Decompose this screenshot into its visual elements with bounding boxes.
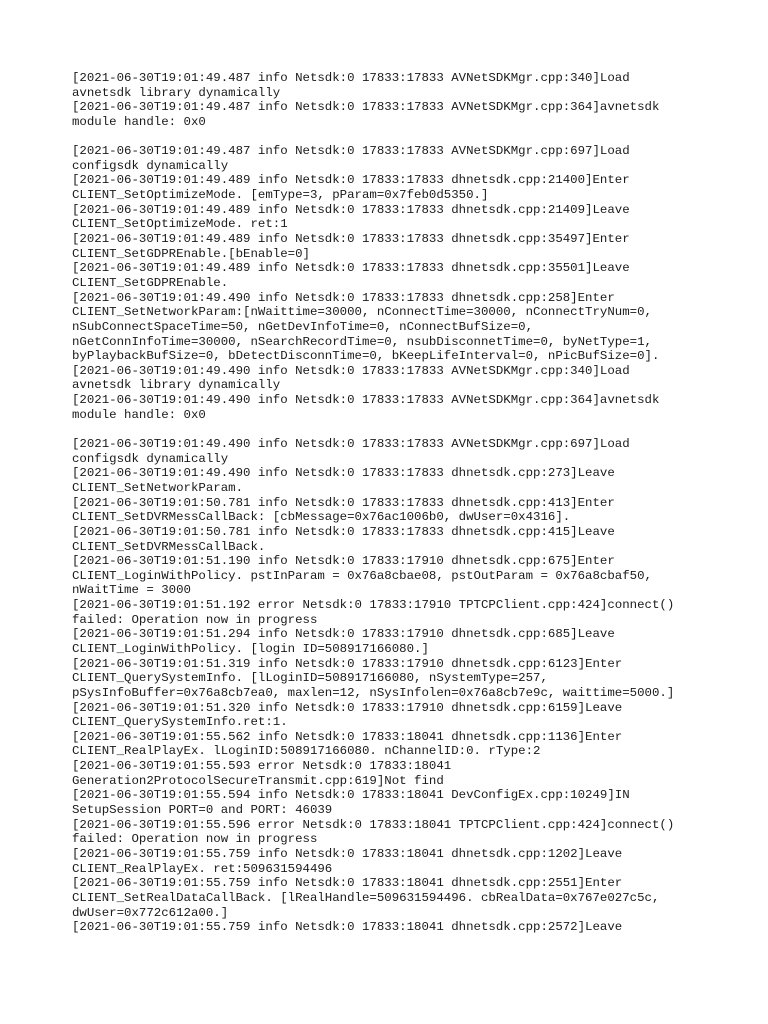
log-line: nWaitTime = 3000 <box>72 583 191 598</box>
log-line: dwUser=0x772c612a00.] <box>72 905 229 920</box>
log-line: [2021-06-30T19:01:49.489 info Netsdk:0 17833:17833 dhnetsdk.cpp:21400]Enter <box>72 173 630 188</box>
log-line: [2021-06-30T19:01:49.490 info Netsdk:0 17833:17833 AVNetSDKMgr.cpp:697]Load <box>72 437 630 452</box>
log-line <box>72 422 712 437</box>
log-line: [2021-06-30T19:01:55.562 info Netsdk:0 17833:18041 dhnetsdk.cpp:1136]Enter <box>72 729 623 744</box>
log-line: [2021-06-30T19:01:49.489 info Netsdk:0 17833:17833 dhnetsdk.cpp:35497]Enter <box>72 232 630 247</box>
log-line: configsdk dynamically <box>72 158 229 173</box>
log-line: nGetConnInfoTime=30000, nSearchRecordTime=0, nsubDisconnetTime=0, byNetType=1, <box>72 334 652 349</box>
log-line: CLIENT_LoginWithPolicy. [login ID=508917166080.] <box>72 641 429 656</box>
log-line: [2021-06-30T19:01:51.294 info Netsdk:0 17833:17910 dhnetsdk.cpp:685]Leave <box>72 627 615 642</box>
log-line: [2021-06-30T19:01:50.781 info Netsdk:0 17833:17833 dhnetsdk.cpp:415]Leave <box>72 524 615 539</box>
log-line: module handle: 0x0 <box>72 114 206 129</box>
log-line: failed: Operation now in progress <box>72 612 318 627</box>
log-line: CLIENT_RealPlayEx. lLoginID:508917166080. nChannelID:0. rType:2 <box>72 744 541 759</box>
log-document <box>72 71 712 935</box>
log-line: [2021-06-30T19:01:51.320 info Netsdk:0 17833:17910 dhnetsdk.cpp:6159]Leave <box>72 700 623 715</box>
log-line: [2021-06-30T19:01:49.487 info Netsdk:0 17833:17833 AVNetSDKMgr.cpp:340]Load <box>72 71 630 85</box>
log-line: CLIENT_SetGDPREnable. <box>72 275 229 290</box>
log-line: CLIENT_QuerySystemInfo.ret:1. <box>72 715 288 730</box>
log-line: [2021-06-30T19:01:55.759 info Netsdk:0 17833:18041 dhnetsdk.cpp:2551]Enter <box>72 876 623 891</box>
log-line: CLIENT_SetDVRMessCallBack. <box>72 539 266 554</box>
log-line: avnetsdk library dynamically <box>72 85 281 100</box>
log-line: CLIENT_LoginWithPolicy. pstInParam = 0x76a8cbae08, pstOutParam = 0x76a8cbaf50, <box>72 568 652 583</box>
log-line: [2021-06-30T19:01:49.487 info Netsdk:0 17833:17833 AVNetSDKMgr.cpp:364]avnetsdk <box>72 100 660 115</box>
log-line: [2021-06-30T19:01:49.487 info Netsdk:0 17833:17833 AVNetSDKMgr.cpp:697]Load <box>72 144 630 159</box>
log-line: pSysInfoBuffer=0x76a8cb7ea0, maxlen=12, nSysInfolen=0x76a8cb7e9c, waittime=5000.] <box>72 685 675 700</box>
log-line: byPlaybackBufSize=0, bDetectDisconnTime=0, bKeepLifeInterval=0, nPicBufSize=0]. <box>72 349 660 364</box>
log-line: [2021-06-30T19:01:51.319 info Netsdk:0 17833:17910 dhnetsdk.cpp:6123]Enter <box>72 656 623 671</box>
log-line <box>72 130 712 145</box>
log-line: [2021-06-30T19:01:49.489 info Netsdk:0 17833:17833 dhnetsdk.cpp:21409]Leave <box>72 202 630 217</box>
log-line: [2021-06-30T19:01:51.192 error Netsdk:0 17833:17910 TPTCPClient.cpp:424]connect() <box>72 598 675 613</box>
log-line: Generation2ProtocolSecureTransmit.cpp:619]Not find <box>72 773 444 788</box>
log-line: CLIENT_SetNetworkParam:[nWaittime=30000, nConnectTime=30000, nConnectTryNum=0, <box>72 305 652 320</box>
log-line: [2021-06-30T19:01:49.489 info Netsdk:0 17833:17833 dhnetsdk.cpp:35501]Leave <box>72 261 630 276</box>
log-line: [2021-06-30T19:01:49.490 info Netsdk:0 17833:17833 dhnetsdk.cpp:273]Leave <box>72 466 615 481</box>
log-line: [2021-06-30T19:01:49.490 info Netsdk:0 17833:17833 dhnetsdk.cpp:258]Enter <box>72 290 615 305</box>
log-line: module handle: 0x0 <box>72 407 206 422</box>
log-line: avnetsdk library dynamically <box>72 378 281 393</box>
log-line: [2021-06-30T19:01:55.596 error Netsdk:0 17833:18041 TPTCPClient.cpp:424]connect() <box>72 817 675 832</box>
log-line: CLIENT_SetRealDataCallBack. [lRealHandle=509631594496. cbRealData=0x767e027c5c, <box>72 890 660 905</box>
log-line: failed: Operation now in progress <box>72 832 318 847</box>
log-line: configsdk dynamically <box>72 451 229 466</box>
log-line: nSubConnectSpaceTime=50, nGetDevInfoTime=0, nConnectBufSize=0, <box>72 319 534 334</box>
log-line: [2021-06-30T19:01:55.594 info Netsdk:0 17833:18041 DevConfigEx.cpp:10249]IN <box>72 788 630 803</box>
log-line: [2021-06-30T19:01:49.490 info Netsdk:0 17833:17833 AVNetSDKMgr.cpp:364]avnetsdk <box>72 393 660 408</box>
log-line: CLIENT_SetDVRMessCallBack: [cbMessage=0x76ac1006b0, dwUser=0x4316]. <box>72 510 571 525</box>
log-line: [2021-06-30T19:01:55.593 error Netsdk:0 17833:18041 <box>72 759 452 774</box>
log-line: [2021-06-30T19:01:51.190 info Netsdk:0 17833:17910 dhnetsdk.cpp:675]Enter <box>72 554 615 569</box>
log-line: [2021-06-30T19:01:55.759 info Netsdk:0 17833:18041 dhnetsdk.cpp:2572]Leave <box>72 920 623 935</box>
log-line: CLIENT_QuerySystemInfo. [lLoginID=508917166080, nSystemType=257, <box>72 671 548 686</box>
log-line: CLIENT_RealPlayEx. ret:509631594496 <box>72 861 333 876</box>
log-line: CLIENT_SetOptimizeMode. ret:1 <box>72 217 288 232</box>
log-line: [2021-06-30T19:01:49.490 info Netsdk:0 17833:17833 AVNetSDKMgr.cpp:340]Load <box>72 363 630 378</box>
log-line: CLIENT_SetNetworkParam. <box>72 480 244 495</box>
log-line: [2021-06-30T19:01:55.759 info Netsdk:0 17833:18041 dhnetsdk.cpp:1202]Leave <box>72 846 623 861</box>
log-line: SetupSession PORT=0 and PORT: 46039 <box>72 803 333 818</box>
log-line: CLIENT_SetGDPREnable.[bEnable=0] <box>72 246 310 261</box>
log-line: [2021-06-30T19:01:50.781 info Netsdk:0 17833:17833 dhnetsdk.cpp:413]Enter <box>72 495 615 510</box>
log-line: CLIENT_SetOptimizeMode. [emType=3, pParam=0x7feb0d5350.] <box>72 188 489 203</box>
